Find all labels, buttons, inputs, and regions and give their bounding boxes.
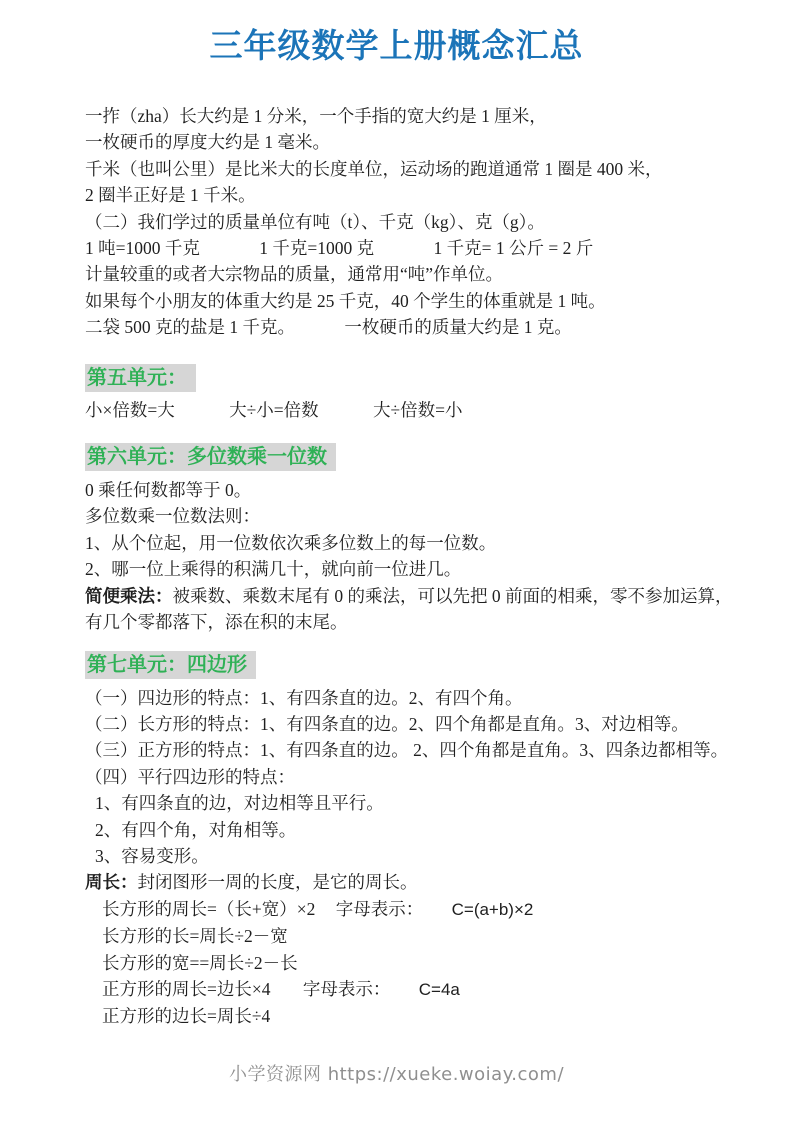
- section-unit5: [85, 364, 738, 423]
- perimeter-line: [85, 869, 738, 895]
- doc-line: （二）长方形的特点：1、有四条直的边。2、四个角都是直角。3、对边相等。: [85, 713, 689, 734]
- formula-multiple-1: 小×倍数=大: [85, 399, 175, 420]
- formula-square-side: 正方形的边长=周长÷4: [102, 1006, 271, 1027]
- doc-line: 有几个零都落下，添在积的末尾。: [85, 612, 348, 633]
- formula-square-perimeter-letters: C=4a: [418, 979, 460, 999]
- coin-statement: 一枚硬币的质量大约是 1 克。: [344, 317, 572, 338]
- footer-site-credit: 小学资源网 https://xueke.woiay.com/: [228, 1064, 565, 1085]
- doc-line: 1、从个位起，用一位数依次乘多位数上的每一位数。: [85, 532, 497, 553]
- formula-rect-perimeter-letters: C=(a+b)×2: [451, 899, 534, 919]
- simple-mult-text: 被乘数、乘数末尾有 0 的乘法，可以先把 0 前面的相乘，零不参加运算，: [172, 585, 733, 606]
- doc-line: 如果每个小朋友的体重大约是 25 千克，40 个学生的体重就是 1 吨。: [85, 290, 606, 311]
- section-length-mass-units: [85, 103, 738, 341]
- parallelogram-point: 1、有四条直的边，对边相等且平行。: [95, 793, 384, 814]
- unit5-formula-row: [85, 397, 738, 423]
- perimeter-label: 周长：: [85, 872, 138, 893]
- formula-rect-perimeter: 长方形的周长=（长+宽）×2: [102, 898, 316, 919]
- doc-line: 一拃（zha）长大约是 1 分米，一个手指的宽大约是 1 厘米，: [85, 106, 547, 126]
- formula-rect-width: 长方形的宽==周长÷2－长: [102, 952, 298, 973]
- doc-line: （四）平行四边形的特点：: [85, 766, 295, 787]
- equation-kg-g: 1 千克=1000 克: [259, 238, 375, 259]
- doc-line: （三）正方形的特点：1、有四条直的边。 2、四个角都是直角。3、四条边都相等。: [85, 740, 729, 761]
- formula-multiple-2: 大÷小=倍数: [229, 399, 319, 420]
- unit5-header: 第五单元：: [85, 364, 196, 392]
- formula-square-perimeter-row: [85, 976, 738, 1003]
- unit7-header: 第七单元：四边形: [85, 651, 256, 679]
- doc-line: 2、哪一位上乘得的积满几十，就向前一位进几。: [85, 559, 462, 580]
- salt-statement: 二袋 500 克的盐是 1 千克。: [85, 317, 295, 338]
- simple-mult-label: 简便乘法：: [85, 585, 173, 606]
- parallelogram-point: 2、有四个角，对角相等。: [95, 819, 297, 840]
- letter-notation-label: 字母表示：: [302, 978, 391, 999]
- unit-equations-row: [85, 235, 738, 261]
- formula-multiple-3: 大÷倍数=小: [372, 399, 463, 420]
- parallelogram-point: 3、容易变形。: [95, 845, 209, 866]
- document-content: [0, 103, 793, 1030]
- page-title: 三年级数学上册概念汇总: [209, 27, 584, 64]
- doc-line: （二）我们学过的质量单位有吨（t）、千克（kg）、克（g）。: [85, 211, 545, 232]
- letter-notation-label: 字母表示：: [335, 898, 424, 919]
- section-unit6: [85, 443, 738, 635]
- equation-ton-kg: 1 吨=1000 千克: [85, 238, 200, 259]
- doc-line: 0 乘任何数都等于 0。: [85, 480, 252, 501]
- formula-rect-perimeter-row: [85, 896, 738, 923]
- perimeter-text: 封闭图形一周的长度，是它的周长。: [137, 872, 418, 893]
- doc-line: 多位数乘一位数法则：: [85, 506, 260, 527]
- doc-line: 2 圈半正好是 1 千米。: [85, 185, 256, 206]
- doc-line: 千米（也叫公里）是比米大的长度单位，运动场的跑道通常 1 圈是 400 米，: [85, 158, 663, 179]
- salt-coin-row: [85, 314, 738, 340]
- unit6-header: 第六单元：多位数乘一位数: [85, 443, 336, 471]
- doc-line: （一）四边形的特点：1、有四条直的边。2、有四个角。: [85, 687, 523, 708]
- section-unit7: [85, 651, 738, 1030]
- unit7-body: [85, 685, 738, 1030]
- formula-rect-length: 长方形的长=周长÷2－宽: [102, 926, 288, 947]
- formula-square-perimeter: 正方形的周长=边长×4: [102, 978, 271, 999]
- doc-line: 计量较重的或者大宗物品的质量，通常用“吨”作单位。: [85, 264, 504, 285]
- unit6-body: [85, 477, 738, 635]
- simple-mult-line: [85, 583, 738, 609]
- doc-line: 一枚硬币的厚度大约是 1 毫米。: [85, 132, 330, 153]
- equation-kg-jin: 1 千克= 1 公斤 = 2 斤: [433, 238, 594, 259]
